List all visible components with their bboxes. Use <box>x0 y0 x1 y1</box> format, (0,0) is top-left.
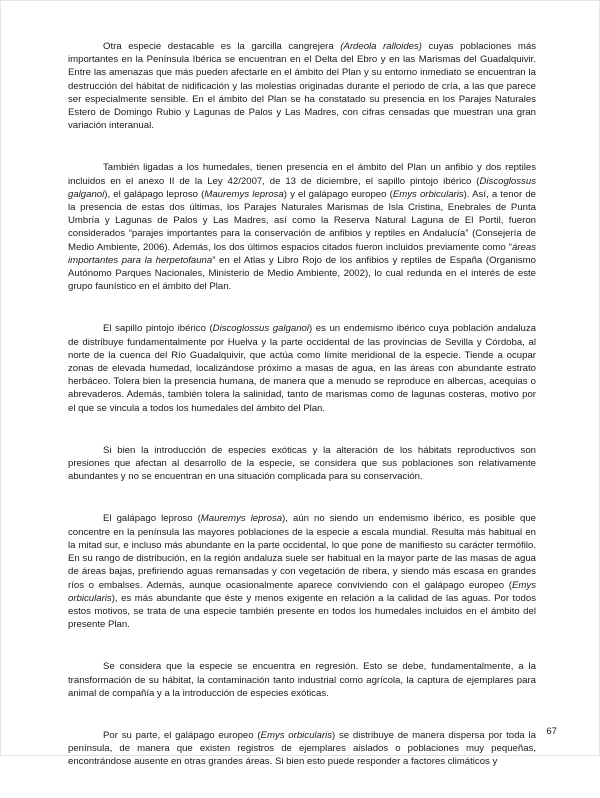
paragraph <box>68 512 536 631</box>
text-run: Otra especie destacable es la garcilla cangrejera <box>103 41 341 52</box>
paragraph <box>68 40 536 132</box>
paragraph <box>68 729 536 769</box>
text-run: ), el galápago leproso ( <box>104 188 205 200</box>
text-run: ), es más abundante que éste y menos exigente en relación a la calidad de las aguas. Por todos estos motivos, se trata de una especie también presente en todos los humedales incluidos en el ámbito del presente Plan. <box>68 592 536 631</box>
text-run: ” en el Atlas y Libro Rojo de los anfibios y reptiles de España (Organismo Autónomo Parques Nacionales, Ministerio de Medio Ambiente, 2002), lo cual redunda en el interés de este grupo faunístico en el ámbito del Plan. <box>68 254 536 293</box>
italic-text: Discoglossus galganoi <box>68 175 536 200</box>
paragraph <box>68 161 536 293</box>
italic-text: Discoglossus galganoi <box>212 323 310 335</box>
italic-text: áreas importantes para la herpetofauna <box>68 241 536 266</box>
text-run: Si bien la introducción de especies exóticas y la alteración de los hábitats reproductivos son presiones que afectan al desarrollo de la especie, se considera que sus poblaciones son relativamente abundantes y no se encuentran en una situación complicada para su conservación. <box>68 444 536 483</box>
italic-text: Emys orbicularis <box>68 579 536 604</box>
text-run: ) y el galápago europeo ( <box>283 188 393 200</box>
text-run: Por su parte, el galápago europeo ( <box>103 729 261 741</box>
italic-text: Mauremys leprosa <box>200 513 283 525</box>
text-run: ) se distribuye de manera dispersa por toda la península, de manera que existen registros de ejemplares aislados o poblaciones muy pequeñas, encontrándose ausente en otras grandes áreas. Si bien esto puede responder a factores climáticos y <box>68 729 536 768</box>
text-run: Se considera que la especie se encuentra en regresión. Esto se debe, fundamentalmente, a la transformación de su hábitat, la contaminación tanto industrial como agrícola, la captura de ejemplares para animal de compañía y a la introducción de especies exóticas. <box>68 661 536 699</box>
paragraph <box>68 660 536 700</box>
text-run: ). Así, a tenor de la presencia de estas dos últimas, los Parajes Naturales Marismas de Isla Cristina, Enebrales de Punta Umbría y Lagunas de Palos y Las Madres, así como la Reserva Natural Laguna de El Portil, fueron considerados “parajes importantes para la conservación de anfibios y reptiles en Andalucía” (Consejería de Medio Ambiente, 2006). Además, los dos últimos espacios citados fueron incluidos previamente como “ <box>68 188 536 253</box>
italic-text: Emys orbicularis <box>392 188 464 200</box>
text-run: El galápago leproso ( <box>103 513 201 525</box>
italic-text: Mauremys leprosa <box>204 188 284 200</box>
text-run: También ligadas a los humedales, tienen presencia en el ámbito del Plan un anfibio y dos reptiles incluidos en el anexo II de la Ley 42/2007, de 13 de diciembre, el sapillo pintojo ibérico ( <box>68 162 536 187</box>
text-run: ), aún no siendo un endemismo ibérico, es posible que concentre en la península las mayores poblaciones de la especie a escala mundial. Resulta más habitual en la mitad sur, e incluso más abundante en la parte occidental, lo que pone de manifiesto su carácter termófilo. En su rango de distribución, en la región andaluza suele ser habitual en la mayor parte de las masas de agua de áreas bajas, prefiriendo aguas remansadas y con vegetación de ribera, y siendo más escasa en grandes ríos o embalses. Además, aunque ocasionalmente aparece conviviendo con el galápago europeo ( <box>68 513 536 591</box>
italic-text: (Ardeola ralloides) <box>340 41 422 52</box>
text-run: El sapillo pintojo ibérico ( <box>103 323 213 335</box>
document-body <box>68 40 536 798</box>
paragraph <box>68 322 536 414</box>
text-run: ) es un endemismo ibérico cuya población andaluza de distribuye fundamentalmente por Huelva y la parte occidental de las provincias de Sevilla y Córdoba, al norte de la cuenca del Río Guadalquivir, que actúa como límite meridional de la especie. Tiende a ocupar zonas de elevada humedad, localizándose próximo a masas de agua, en las áreas con abundante estrato herbáceo. Tolera bien la presencia humana, de manera que a menudo se reproduce en albercas, acequias o abrevaderos. Además, también tolera la salinidad, tanto de marismas como de lagunas costeras, motivo por el que se vincula a todos los humedales del ámbito del Plan. <box>68 323 536 414</box>
italic-text: Emys orbicularis <box>260 729 333 741</box>
text-run: cuyas poblaciones más importantes en la Península Ibérica se encuentran en el Delta del Ebro y en las Marismas del Guadalquivir. Entre las amenazas que más pueden afectarle en el ámbito del Plan y su entorno inmediato se encuentran la destrucción del hábitat de nidificación y las molestias originadas durante el periodo de cría, a las que parece ser especialmente sensible. En el ámbito del Plan se ha constatado su presencia en los Parajes Naturales Estero de Domingo Rubio y Lagunas de Palos y Las Madres, con cifras censadas que muestran una gran variación interanual. <box>68 41 536 132</box>
paragraph <box>68 444 536 484</box>
page-number: 67 <box>546 726 557 737</box>
